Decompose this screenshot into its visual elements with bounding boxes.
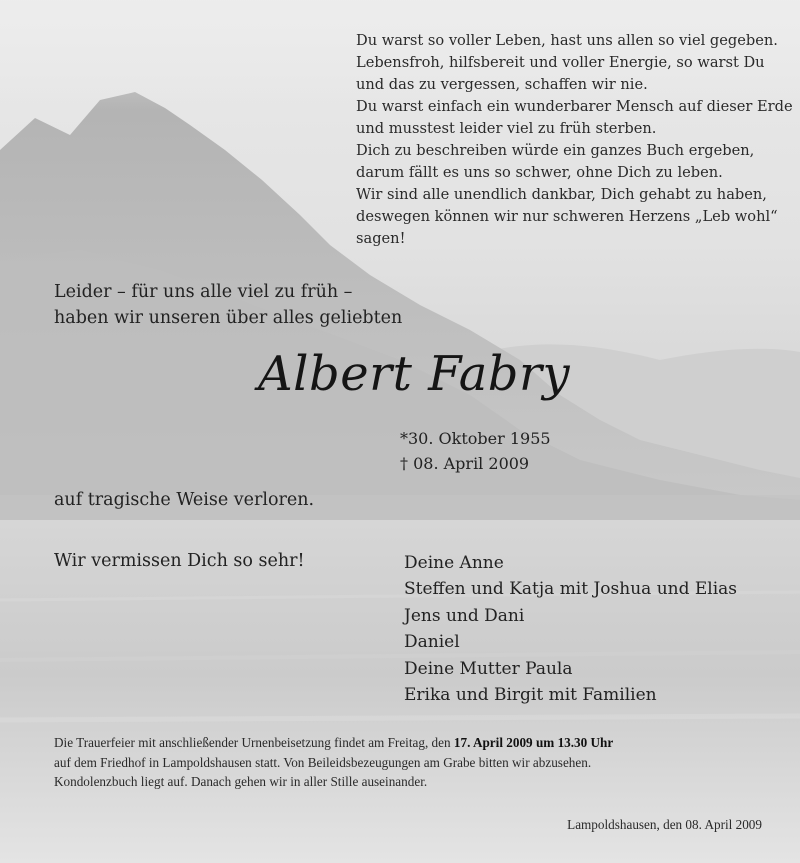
family-member: Erika und Birgit mit Familien xyxy=(404,685,657,706)
funeral-line xyxy=(54,733,774,753)
miss-line: Wir vermissen Dich so sehr! xyxy=(54,551,305,571)
family-list xyxy=(404,550,737,708)
lost-line: auf tragische Weise verloren. xyxy=(54,490,315,510)
intro-line: haben wir unseren über alles geliebten xyxy=(54,308,403,328)
poem-line: und das zu vergessen, schaffen wir nie. xyxy=(356,76,648,93)
funeral-date-intro: Die Trauerfeier mit anschließender Urnenbeisetzung findet am Freitag, den xyxy=(54,735,454,750)
poem-line: darum fällt es uns so schwer, ohne Dich zu leben. xyxy=(356,164,723,181)
poem-line: Du warst einfach ein wunderbarer Mensch auf dieser Erde xyxy=(356,98,793,115)
birth-date: *30. Oktober 1955 xyxy=(400,429,551,448)
family-member: Deine Anne xyxy=(404,553,504,573)
funeral-line: auf dem Friedhof in Lampoldshausen statt. Von Beileidsbezeugungen am Grabe bitten wir abzusehen. xyxy=(54,754,592,770)
poem-line: sagen! xyxy=(356,230,406,247)
poem-line: deswegen können wir nur schweren Herzens „Leb wohl“ xyxy=(356,208,778,225)
death-date: † 08. April 2009 xyxy=(400,454,530,473)
life-dates xyxy=(400,426,551,476)
poem-line: Wir sind alle unendlich dankbar, Dich gehabt zu haben, xyxy=(356,186,767,203)
poem-line: Du warst so voller Leben, hast uns allen so viel gegeben. xyxy=(356,32,778,49)
deceased-name: Albert Fabry xyxy=(258,346,571,402)
family-member: Deine Mutter Paula xyxy=(404,658,573,679)
family-member: Jens und Dani xyxy=(404,605,525,626)
family-member: Steffen und Katja mit Joshua und Elias xyxy=(404,579,738,600)
place-date: Lampoldshausen, den 08. April 2009 xyxy=(567,817,762,832)
intro-text xyxy=(54,279,402,331)
family-member: Daniel xyxy=(404,632,460,653)
poem xyxy=(356,30,793,250)
poem-line: Dich zu beschreiben würde ein ganzes Buch ergeben, xyxy=(356,142,755,159)
funeral-info xyxy=(54,733,774,792)
poem-line: und musstest leider viel zu früh sterben. xyxy=(356,120,657,137)
poem-line: Lebensfroh, hilfsbereit und voller Energie, so warst Du xyxy=(356,54,765,71)
intro-line: Leider – für uns alle viel zu früh – xyxy=(54,282,353,302)
funeral-line: Kondolenzbuch liegt auf. Danach gehen wir in aller Stille auseinander. xyxy=(54,774,428,789)
funeral-date-time: 17. April 2009 um 13.30 Uhr xyxy=(453,735,614,750)
